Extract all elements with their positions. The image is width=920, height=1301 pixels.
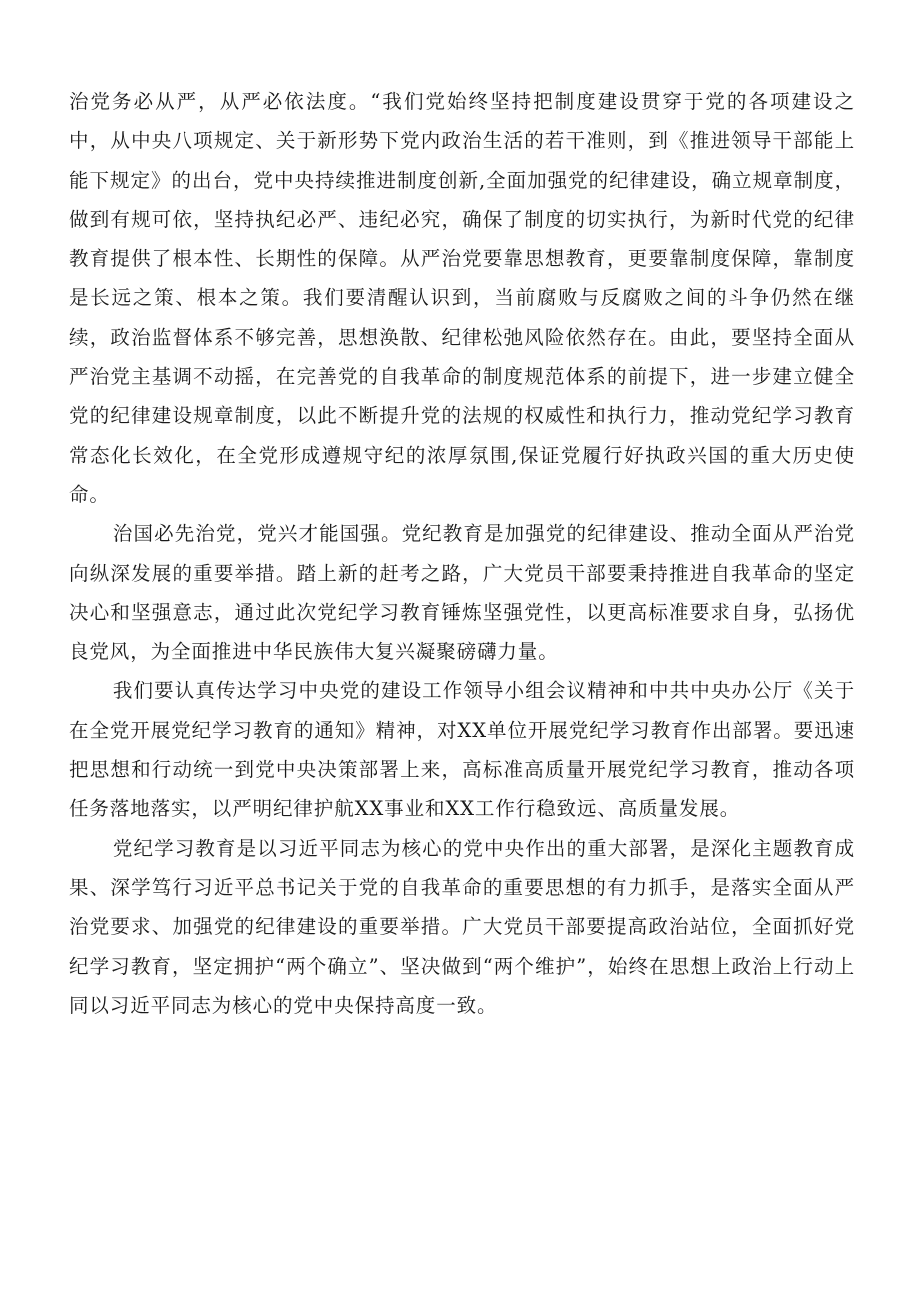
paragraph-continuation: 治党务必从严，从严必依法度。“我们党始终坚持把制度建设贯穿于党的各项建设之中，从中央八项规定、关于新形势下党内政治生活的若干准则，到《推进领导干部能上能下规定》的出台，党中央持续推进制度创新,全面加强党的纪律建设，确立规章制度，做到有规可依，坚持执纪必严、违纪必究，确保了制度的切实执行，为新时代党的纪律教育提供了根本性、长期性的保障。从严治党要靠思想教育，更要靠制度保障，靠制度是长远之策、根本之策。我们要清醒认识到，当前腐败与反腐败之间的斗争仍然在继续，政治监督体系不够完善，思想涣散、纪律松弛风险依然存在。由此，要坚持全面从严治党主基调不动摇，在完善党的自我革命的制度规范体系的前提下，进一步建立健全党的纪律建设规章制度，以此不断提升党的法规的权威性和执行力，推动党纪学习教育常态化长效化，在全党形成遵规守纪的浓厚氛围,保证党履行好执政兴国的重大历史使命。 — [69, 90, 855, 506]
paragraph-study-notice: 我们要认真传达学习中央党的建设工作领导小组会议精神和中共中央办公厅《关于在全党开展党纪学习教育的通知》精神，对XX单位开展党纪学习教育作出部署。要迅速把思想和行动统一到党中央决策部署上来，高标准高质量开展党纪学习教育，推动各项任务落地落实，以严明纪律护航XX事业和XX工作行稳致远、高质量发展。 — [69, 679, 855, 821]
document-page — [69, 82, 855, 1025]
paragraph-party-governance: 治国必先治党，党兴才能国强。党纪教育是加强党的纪律建设、推动全面从严治党向纵深发展的重要举措。踏上新的赶考之路，广大党员干部要秉持推进自我革命的坚定决心和坚强意志，通过此次党纪学习教育锤炼坚强党性，以更高标准要求自身，弘扬优良党风，为全面推进中华民族伟大复兴凝聚磅礴力量。 — [69, 522, 855, 664]
paragraph-major-deployment: 党纪学习教育是以习近平同志为核心的党中央作出的重大部署，是深化主题教育成果、深学笃行习近平总书记关于党的自我革命的重要思想的有力抓手，是落实全面从严治党要求、加强党的纪律建设的重要举措。广大党员干部要提高政治站位，全面抓好党纪学习教育，坚定拥护“两个确立”、坚决做到“两个维护”，始终在思想上政治上行动上同以习近平同志为核心的党中央保持高度一致。 — [69, 836, 855, 1017]
